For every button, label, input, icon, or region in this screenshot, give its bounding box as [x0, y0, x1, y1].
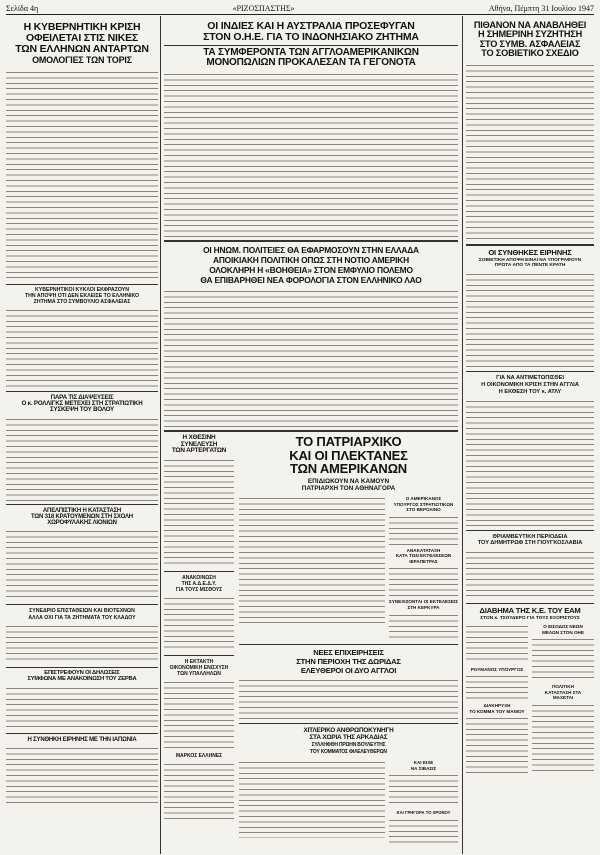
center-column	[164, 18, 458, 853]
article-headline: ΕΠΙΣΤΡΕΦΟΥΝ ΟΙ ΔΗΛΩΣΕΙΣ ΣΥΜΦΩΝΑ ΜΕ ΑΝΑΚΟΙΝΩΣΗ ΤΟΥ ΖΕΡΒΑ	[27, 669, 137, 682]
article-headline: ΣΥΝΕΔΡΙΟ ΕΠΙΣΤΑΘΕΙΩΝ ΚΑΙ ΒΙΟΤΕΧΝΩΝ ΑΛΛΑ ΟΧΙ ΓΙΑ ΤΑ ΖΗΤΗΜΑΤΑ ΤΟΥ ΚΛΑΔΟΥ	[28, 608, 136, 621]
article-body	[466, 624, 528, 664]
dateline: Αθήνα, Πέμπτη 31 Ιουλίου 1947	[488, 3, 594, 13]
article-headline: Η ΕΚΤΑΚΤΗ ΟΙΚΟΝΟΜΙΚΗ ΕΝΙΣΧΥΣΗ ΤΩΝ ΥΠΑΛΛΗΛΩΝ	[169, 659, 229, 677]
article-body	[532, 703, 594, 773]
divider	[466, 371, 594, 372]
divider	[164, 45, 458, 46]
article-body	[239, 760, 385, 838]
article-headline: ΟΙ ΣΥΝΘΗΚΕΣ ΕΙΡΗΝΗΣ	[488, 247, 572, 257]
side-articles	[532, 624, 594, 776]
article-headline: ΘΡΙΑΜΒΕΥΤΙΚΗ ΠΕΡΙΟΔΕΙΑ ΤΟΥ ΔΗΜΗΤΡΩΦ ΣΤΗ ΓΙΟΥΓΚΟΣΛΑΒΙΑ	[477, 533, 583, 547]
article-body	[389, 566, 458, 596]
article-body	[239, 678, 458, 720]
lead-headline: ΟΙ ΙΝΔΙΕΣ ΚΑΙ Η ΑΥΣΤΡΑΛΙΑ ΠΡΟΣΕΦΥΓΑΝ ΣΤΟΝ Ο.Η.Ε. ΓΙΑ ΤΟ ΙΝΔΟΝΗΣΙΑΚΟ ΖΗΤΗΜΑ	[203, 20, 419, 43]
divider	[466, 244, 594, 246]
divider	[164, 240, 458, 242]
side-articles	[389, 496, 458, 641]
article-headline: ΑΝΑΚΑΤΑΤΑΞΗ ΚΑΤΑ ΤΩΝ ΕΚΤΕΛΕΣΕΩΝ ΙΕΡΑΠΕΤΡΑΣ	[395, 547, 452, 564]
masthead	[6, 2, 594, 15]
article-headline: ΠΙΘΑΝΟΝ ΝΑ ΑΝΑΒΛΗΘΕΙ Η ΣΗΜΕΡΙΝΗ ΣΥΖΗΤΗΣΗ ΣΤΟ ΣΥΜΒ. ΑΣΦΑΛΕΙΑΣ ΤΟ ΣΟΒΙΕΤΙΚΟ ΣΧΕΔΙΟ	[473, 20, 587, 59]
article-body	[466, 399, 594, 527]
side-articles	[389, 760, 458, 844]
article-body	[164, 596, 234, 652]
article-headline: ΝΕΕΣ ΕΠΙΧΕΙΡΗΣΕΙΣ ΣΤΗΝ ΠΕΡΙΟΧΗ ΤΗΣ ΔΩΡΙΔΑΣ ΕΛΕΥΘΕΡΟΙ ΟΙ ΔΥΟ ΑΓΓΛΟΙ	[296, 647, 401, 675]
page-number: Σελίδα 4η	[6, 3, 39, 13]
article-body	[466, 550, 594, 600]
column-rule	[160, 16, 161, 854]
article-body	[164, 458, 234, 568]
divider	[466, 530, 594, 531]
article-body	[6, 686, 158, 730]
divider	[6, 284, 158, 285]
article-headline: ΔΙΑΒΗΜΑ ΤΗΣ Κ.Ε. ΤΟΥ ΕΑΜ	[479, 606, 581, 616]
article-body	[6, 417, 158, 501]
article-body	[6, 529, 158, 601]
divider	[164, 430, 458, 432]
article-headline: Η ΧΘΕΣΙΝΗ ΣΥΝΕΛΕΥΣΗ ΤΩΝ ΑΡΤΕΡΓΑΤΩΝ	[171, 434, 227, 455]
left-column	[6, 18, 158, 853]
article-headline: ΚΑΙ ΓΡΗΓΟΡΑ ΤΟ ΧΡΟΝΟΥ	[396, 810, 451, 816]
article-headline: ΠΑΡΑ ΤΙΣ ΔΙΑΨΕΥΣΕΙΣ Ο κ. ΡΟΛΛΙΓΚΣ ΜΕΤΕΧΕΙ ΣΤΗ ΣΤΡΑΤΙΩΤΙΚΗ ΣΥΣΚΕΨΗ ΤΟΥ ΒΟΛΟΥ	[21, 393, 143, 414]
article-body	[6, 624, 158, 664]
divider	[6, 667, 158, 668]
article-headline: ΚΥΒΕΡΝΗΤΙΚΟΙ ΚΥΚΛΟΙ ΕΚΦΡΑΖΟΥΝ ΤΗΝ ΑΠΟΨΗ ΟΤΙ ΔΕΝ ΕΚΛΕΙΣΕ ΤΟ ΕΛΛΗΝΙΚΟ ΖΗΤΗΜΑ ΣΤΟ ΣΥΜΒΟΥΛΙΟ ΑΣΦΑΛΕΙΑΣ	[24, 286, 140, 305]
article-headline: Ο ΑΜΕΡΙΚΑΝΟΣ ΥΠΟΥΡΓΟΣ ΣΤΡΑΤΙΩΤΙΚΩΝ ΣΤΟ ΒΕΡΟΛΙΝΟ	[393, 495, 454, 513]
article-subheadline: ΣΟΒΙΕΤΙΚΗ ΑΠΟΨΗ ΕΙΝΑΙ ΝΑ ΥΠΟΓΡΑΦΟΥΝ ΠΡΩΤΑ ΑΠΟ ΤΑ ΠΕΝΤΕ ΚΡΑΤΗ	[478, 257, 582, 269]
article-body	[389, 613, 458, 641]
side-articles	[466, 624, 528, 776]
article-headline: ΣΥΝΕΧΙΖΟΝΤΑΙ ΟΙ ΕΚΤΕΛΕΣΕΙΣ ΣΤΗ ΚΕΡΚΥΡΑ	[389, 599, 458, 611]
article-headline: ΚΑΙ ΕΙΧΕ ΝΑ ΣΙΒΑΣΙΣ	[410, 760, 437, 771]
article-body	[389, 515, 458, 545]
center-lower	[164, 435, 458, 843]
article-body	[389, 773, 458, 807]
article-headline: Ο ΕΙΣΟΔΟΣ ΝΕΩΝ ΜΕΛΩΝ ΣΤΟΝ ΟΗΕ	[542, 624, 584, 635]
article-body	[6, 746, 158, 806]
divider	[239, 644, 458, 645]
article-body	[466, 674, 528, 700]
divider	[6, 391, 158, 392]
article-subheadline: ΣΤΟΝ κ. ΤΣΟΥΔΕΡΟ ΓΙΑ ΤΟΥΣ ΕΞΟΡΙΣΤΟΥΣ	[480, 616, 580, 622]
divider	[6, 504, 158, 505]
article-headline: Η ΣΥΝΘΗΚΗ ΕΙΡΗΝΗΣ ΜΕ ΤΗΝ ΙΑΠΩΝΙΑ	[27, 736, 137, 743]
side-column	[164, 435, 234, 843]
article-body	[466, 716, 528, 776]
main-lower	[239, 435, 458, 843]
article-body	[466, 63, 594, 241]
article-headline: ΟΙ ΗΝΩΜ. ΠΟΛΙΤΕΙΕΣ ΘΑ ΕΦΑΡΜΟΣΟΥΝ ΣΤΗΝ ΕΛΛΑΔΑ ΑΠΟΙΚΙΑΚΗ ΠΟΛΙΤΙΚΗ ΟΠΩΣ ΣΤΗ ΝΟΤΙΟ ΑΜΕΡΙΚΗ ΟΛΟΚΛΗΡΗ Η «ΒΟΗΘΕΙΑ» ΣΤΟΝ ΕΜΦΥΛΙΟ ΠΟΛΕΜΟ ΘΑ ΕΠΙΒΑΡΗΘΕΙ ΝΕΑ ΦΟΡΟΛΟΓΙΑ ΣΤΟΝ ΕΛΛΗΝΙΚΟ ΛΑΟ	[200, 245, 422, 286]
column-rule	[462, 16, 463, 854]
article-body	[466, 272, 594, 368]
article-headline: ΓΙΑ ΝΑ ΑΝΤΙΜΕΤΩΠΙΣΘΕΙ Η ΟΙΚΟΝΟΜΙΚΗ ΚΡΙΣΗ ΣΤΗΝ ΑΓΓΛΙΑ Η ΕΚΘΕΣΗ ΤΟΥ κ. ΑΤΛΥ	[481, 375, 579, 395]
divider	[466, 603, 594, 604]
article-body	[6, 308, 158, 388]
lead-subheadline: ΤΑ ΣΥΜΦΕΡΟΝΤΑ ΤΩΝ ΑΓΓΛΟΑΜΕΡΙΚΑΝΙΚΩΝ ΜΟΝΟΠΩΛΙΩΝ ΠΡΟΚΑΛΕΣΑΝ ΤΑ ΓΕΓΟΝΟΤΑ	[203, 46, 419, 68]
article-body	[532, 637, 594, 681]
divider	[6, 604, 158, 605]
article-body	[164, 762, 234, 822]
feature-headline: ΤΟ ΠΑΤΡΙΑΡΧΙΚΟ ΚΑΙ ΟΙ ΠΛΕΚΤΑΝΕΣ ΤΩΝ ΑΜΕΡΙΚΑΝΩΝ	[289, 434, 408, 477]
article-headline: ΧΙΤΛΕΡΙΚΟ ΑΝΘΡΩΠΟΚΥΝΗΓΗ ΣΤΑ ΧΩΡΙΑ ΤΗΣ ΑΡΚΑΔΙΑΣ ΣΥΛΛΗΦΘΗ ΠΡΩΗΝ ΒΟΥΛΕΥΤΗΣ ΤΟΥ ΚΟΜΜΑΤΟΣ ΦΙΛΕΛΕΥΘΕΡΩΝ	[303, 726, 394, 756]
article-headline: Η ΚΥΒΕΡΝΗΤΙΚΗ ΚΡΙΣΗ ΟΦΕΙΛΕΤΑΙ ΣΤΙΣ ΝΙΚΕΣ ΤΩΝ ΕΛΛΗΝΩΝ ΑΝΤΑΡΤΩΝ ΟΜΟΛΟΓΙΕΣ ΤΩΝ ΤΟΡΙΣ	[15, 21, 149, 66]
article-body	[239, 496, 385, 626]
newspaper-name: «ΡΙΖΟΣΠΑΣΤΗΣ»	[232, 3, 295, 13]
article-headline: ΑΠΕΛΠΙΣΤΙΚΗ Η ΚΑΤΑΣΤΑΣΗ ΤΩΝ 318 ΚΡΑΤΟΥΜΕΝΩΝ ΣΤΗ ΣΧΟΛΗ ΧΩΡΟΦΥΛΑΚΗΣ ΛΙΟΝΙΩΝ	[31, 507, 133, 527]
feature-subheadline: ΕΠΙΔΙΩΚΟΥΝ ΝΑ ΚΑΜΟΥΝ ΠΑΤΡΙΑΡΧΗ ΤΟΝ ΑΘΗΝΑΓΟΡΑ	[301, 477, 396, 493]
article-headline: ΜΑΡΚΟΣ ΕΛΛΗΝΕΣ	[175, 753, 223, 759]
article-headline: ΔΙΑΚΗΡΥΞΗ ΤΟ ΚΟΜΜΑ ΤΟΥ ΜΑΝΙΟΥ	[469, 703, 525, 714]
article-headline: ΑΝΑΚΟΙΝΩΣΗ ΤΗΣ Α.Δ.Ε.Δ.Υ. ΓΙΑ ΤΟΥΣ ΜΙΣΘΟΥΣ	[175, 575, 223, 593]
divider	[164, 655, 234, 656]
article-body	[6, 70, 158, 280]
right-column	[466, 18, 594, 853]
article-body	[164, 680, 234, 750]
article-headline: ΡΟΥΜΑΝΟΣ ΥΠΟΥΡΓΟΣ	[470, 667, 524, 673]
divider	[164, 571, 234, 572]
divider	[239, 723, 458, 724]
divider	[6, 733, 158, 734]
article-body	[389, 818, 458, 844]
article-headline: ΠΟΛΙΤΙΚΗ ΚΑΤΑΣΤΑΣΗ ΣΤΑ ΜΑΧΕΤΑΙ	[544, 684, 582, 701]
article-body	[164, 289, 458, 427]
article-body	[164, 72, 458, 237]
